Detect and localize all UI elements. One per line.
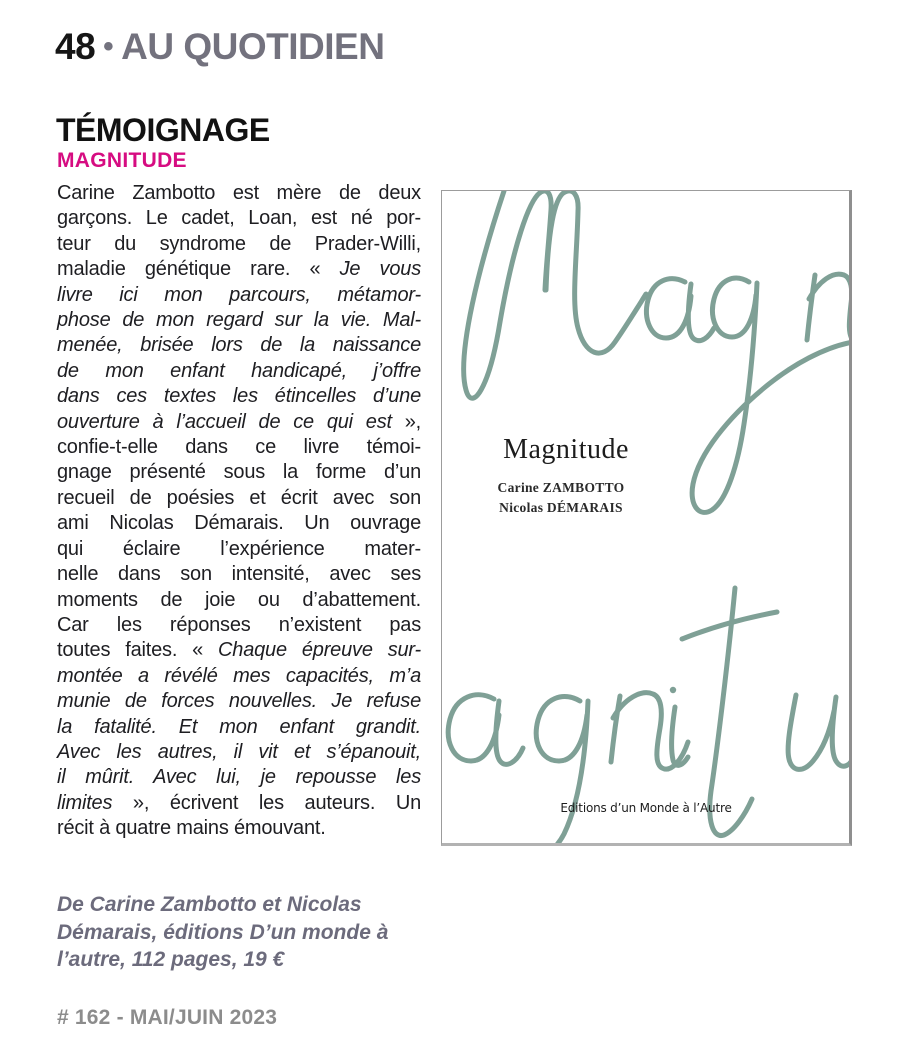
page-number: 48 (55, 26, 96, 67)
body-line: dans ces textes les étincelles d’une (57, 385, 421, 408)
body-line: munie de forces nouvelles. Je refuse (57, 690, 421, 713)
body-line: il mûrit. Avec lui, je repousse les (57, 766, 421, 789)
book-author: Nicolas DÉMARAIS (499, 500, 623, 515)
book-authors (462, 478, 660, 518)
body-line: ouverture à l’accueil de ce qui est », (57, 410, 421, 433)
body-line: Avec les autres, il vit et s’épanouit, (57, 740, 421, 763)
body-line: montée a révélé mes capacités, m’a (57, 664, 421, 687)
book-publisher: Editions d’un Monde à l’Autre (560, 801, 732, 815)
script-lettering (442, 191, 852, 846)
body-line: la fatalité. Et mon enfant grandit. (57, 715, 421, 738)
body-line: toutes faites. « Chaque épreuve sur- (57, 639, 421, 662)
body-line: limites », écrivent les auteurs. Un (57, 791, 421, 814)
body-line: teur du syndrome de Prader-Willi, (57, 232, 421, 255)
body-line: Carine Zambotto est mère de deux (57, 182, 421, 204)
book-cover (441, 190, 852, 846)
page-header (55, 26, 384, 68)
book-credit (57, 891, 437, 974)
body-line: qui éclaire l’expérience mater- (57, 537, 421, 560)
body-line: Car les réponses n’existent pas (57, 613, 421, 636)
body-line: nelle dans son intensité, avec ses (57, 563, 421, 586)
body-line: récit à quatre mains émouvant. (57, 817, 326, 840)
body-line: phose de mon regard sur la vie. Mal- (57, 309, 421, 332)
body-line: moments de joie ou d’abattement. (57, 588, 421, 611)
section-name: AU QUOTIDIEN (121, 26, 385, 67)
article-body (57, 181, 421, 842)
book-title: Magnitude (503, 434, 629, 465)
bullet-separator: • (103, 30, 114, 63)
body-line: de mon enfant handicapé, j’offre (57, 359, 421, 382)
body-line: garçons. Le cadet, Loan, est né por- (57, 207, 421, 230)
body-line: recueil de poésies et écrit avec son (57, 486, 421, 509)
credit-line: l’autre, 112 pages, 19 € (57, 948, 285, 971)
body-line: maladie génétique rare. « Je vous (57, 258, 421, 281)
credit-line: De Carine Zambotto et Nicolas (57, 893, 362, 916)
page-footer: # 162 - MAI/JUIN 2023 (57, 1006, 278, 1029)
book-author: Carine ZAMBOTTO (497, 480, 625, 495)
body-line: menée, brisée lors de la naissance (57, 334, 421, 357)
body-line: livre ici mon parcours, métamor- (57, 283, 421, 306)
credit-line: Démarais, éditions D’un monde à (57, 920, 389, 944)
body-line: confie-t-elle dans ce livre témoi- (57, 436, 421, 459)
article-title: MAGNITUDE (57, 149, 187, 172)
body-line: ami Nicolas Démarais. Un ouvrage (57, 512, 421, 535)
article-kicker: TÉMOIGNAGE (56, 112, 270, 148)
body-line: gnage présenté sous la forme d’un (57, 461, 421, 484)
